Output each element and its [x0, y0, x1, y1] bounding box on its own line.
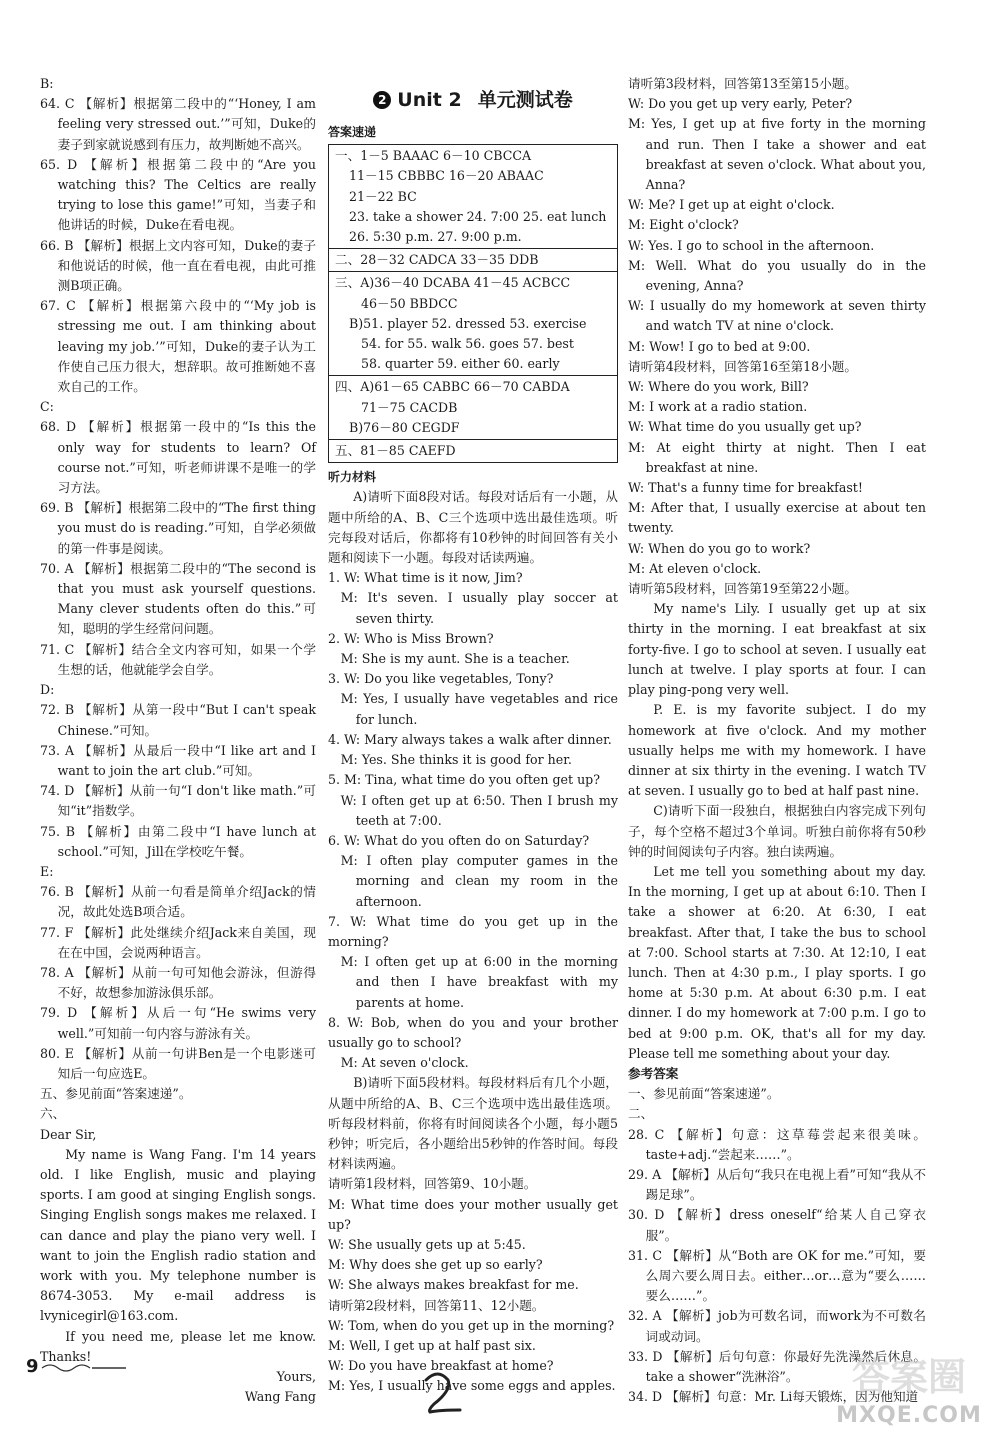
page-number: 9 [26, 1356, 39, 1377]
text-line: 二、 [628, 1106, 654, 1122]
text-line: W: Where do you work, Bill? [628, 379, 809, 395]
text-line: W: Me? I get up at eight o'clock. [628, 197, 835, 213]
text-line: 65. D 【解析】根据第二段中的“Are you watching this? The Celtics are really trying to lose this game!”可知，当妻子和他讲话的时候，Duke在看电视。 [40, 156, 316, 233]
answer-key-line: 58. quarter 59. either 60. early [361, 356, 560, 372]
text-line: W: What time do you usually get up? [628, 419, 862, 435]
answer-key-line: 21－22 BC [349, 188, 417, 204]
text-line: 5. M: Tina, what time do you often get up? [328, 772, 600, 788]
text-line: If you need me, please let me know. Thanks! [40, 1328, 316, 1364]
text-line: W: I often get up at 6:50. Then I brush my teeth at 7:00. [340, 792, 618, 828]
answer-key-line: 二、28－32 CADCA 33－35 DDB [335, 252, 539, 268]
unit-title [328, 80, 618, 120]
left-column [40, 74, 316, 1407]
text-line: 34. D 【解析】句意：Mr. Li每天锻炼，因为他知道 [628, 1389, 919, 1405]
text-line: 70. A 【解析】根据第二段中的“The second is that you must ask yourself questions. Many clever students often do this.”可知，聪明的学生经常问问题。 [40, 560, 316, 637]
answer-key-line: 46－50 BBDCC [361, 295, 458, 311]
text-line: M: What time does your mother usually get up? [328, 1196, 618, 1232]
text-line: 29. A 【解析】从后句“我只在电视上看”可知“我从不踢足球”。 [628, 1166, 926, 1203]
text-line: M: It's seven. I usually play soccer at seven thirty. [340, 590, 618, 626]
text-line: 68. D 【解析】根据第一段中的“Is this the only way for students to learn? Of course not.”可知，听老师讲课不是唯一的学习方法。 [40, 419, 316, 496]
text-line: W: Do you have breakfast at home? [328, 1358, 554, 1374]
answer-key-line: B)51. player 52. dressed 53. exercise [349, 315, 587, 331]
text-line: 一、参见前面“答案速递”。 [628, 1086, 780, 1102]
footer-ornament [40, 1362, 128, 1372]
text-line: D: [40, 682, 55, 698]
text-line: 4. W: Mary always takes a walk after dinner. [328, 731, 612, 747]
text-line: B: [40, 76, 54, 91]
answer-key-table [328, 144, 618, 463]
text-line: 7. W: What time do you get up in the morning? [328, 913, 618, 949]
text-line: B)请听下面5段材料。每段材料后有几个小题，从题中所给的A、B、C三个选项中选出最佳选项。听每段材料前，你将有时间阅读各个小题，每小题5秒钟；听完后，各小题给出5秒钟的作答时间。每段材料读两遍。 [328, 1075, 618, 1172]
text-line: W: That's a funny time for breakfast! [628, 480, 863, 496]
text-line: C)请听下面一段独白，根据独白内容完成下列句子，每个空格不超过3个单词。听独白前你将有50秒钟的时间阅读句子内容。独白读两遍。 [628, 803, 926, 859]
answer-key-row [329, 249, 617, 272]
answer-key-line: 一、1－5 BAAAC 6－10 CBCCA [335, 148, 532, 164]
text-line: 32. A 【解析】job为可数名词，而work为不可数名词或动词。 [628, 1308, 926, 1344]
text-line: M: Well, I get up at half past six. [328, 1337, 536, 1353]
text-line: 69. B 【解析】根据第二段中的“The first thing you must do is reading.”可知，自学必须做的第一件事是阅读。 [40, 500, 316, 556]
text-line: E: [40, 863, 54, 879]
text-line: W: When do you go to work? [628, 540, 811, 556]
text-line: M: Yes, I usually have vegetables and rice for lunch. [340, 691, 618, 727]
text-line: C: [40, 399, 54, 415]
text-line: M: Yes, I get up at five forty in the morning and run. Then I take a shower and eat breakfast at seven o'clock. What about you, Anna? [628, 116, 926, 193]
watermark-logo: 答案圈 [851, 1355, 966, 1399]
text-line: M: Wow! I go to bed at 9:00. [628, 338, 811, 354]
text-line: 78. A 【解析】从前一句可知他会游泳，但游得不好，故想参加游泳俱乐部。 [40, 964, 316, 1001]
watermark [834, 1346, 984, 1428]
text-line: 30. D 【解析】dress oneself“给某人自己穿衣服”。 [628, 1207, 926, 1243]
text-line: M: At seven o'clock. [340, 1055, 469, 1071]
answer-key-line: 11－15 CBBBC 16－20 ABAAC [349, 168, 544, 184]
handwritten-mark [420, 1370, 464, 1416]
text-line: 请听第3段材料，回答第13至第15小题。 [628, 76, 857, 91]
answer-key-line: 五、81－85 CAEFD [335, 443, 456, 459]
listening-heading: 听力材料 [328, 470, 377, 485]
text-line: M: I often play computer games in the morning and clean my room in the afternoon. [340, 853, 618, 909]
text-line: 79. D 【解析】从后一句“He swims very well.”可知前一句内容与游泳有关。 [40, 1005, 316, 1041]
answer-key-row [329, 376, 617, 440]
text-line: 73. A 【解析】从最后一段中“I like art and I want to join the art club.”可知。 [40, 742, 316, 778]
text-line: M: Yes. She thinks it is good for her. [340, 752, 572, 768]
answer-key-row [329, 145, 617, 249]
text-line: 33. D 【解析】后句句意：你最好先洗澡然后休息。take a shower“洗淋浴”。 [628, 1348, 926, 1384]
text-line: M: At eight thirty at night. Then I eat breakfast at nine. [628, 439, 926, 475]
text-line: 80. E 【解析】从前一句讲Ben是一个电影迷可知后一句应选E。 [40, 1045, 316, 1081]
text-line: 请听第1段材料，回答第9、10小题。 [328, 1176, 537, 1192]
text-line: M: She is my aunt. She is a teacher. [340, 651, 570, 667]
text-line: Yours, [276, 1369, 316, 1384]
text-line: W: Do you get up very early, Peter? [628, 96, 853, 112]
text-line: 66. B 【解析】根据上文内容可知，Duke的妻子和他说话的时候，他一直在看电视，由此可推测B项正确。 [40, 237, 316, 294]
text-line: 五、参见前面“答案速递”。 [40, 1086, 192, 1102]
unit-number-badge: 2 [373, 91, 391, 109]
text-line: P. E. is my favorite subject. I do my homework at five o'clock. And my mother usually helps me with my homework. I have dinner at six thirty in the evening. I watch TV at seven. I usually go to bed at half past nine. [628, 702, 926, 799]
unit-name: Unit 2 [397, 88, 462, 111]
text-line: M: Why does she get up so early? [328, 1257, 543, 1273]
text-line: Let me tell you something about my day. In the morning, I get up at about 6:10. Then I take a shower at 6:20. At 6:30, I eat breakfast. After that, I take the bus to school at 7:00. School starts at 7:30. At 12:10, I eat lunch. Then at 4:30 p.m., I play sports. I go home at 5:30 p.m. At about 6:30 p.m. I eat dinner. I do my homework at 7:00 p.m. I go to bed at 9:00 p.m. OK, that's all for my day. Please tell me something about your day. [628, 863, 926, 1061]
answer-key-line: 26. 5:30 p.m. 27. 9:00 p.m. [349, 229, 522, 245]
text-line: My name is Wang Fang. I'm 14 years old. I like English, music and playing sports. I am good at singing English songs. Singing English songs makes me relaxed. I can dance and play the piano very well. I want to join the English radio station and work with you. My telephone number is 8674-3053. My e-mail address is lvynicegirl@163.com. [40, 1146, 316, 1324]
text-line: My name's Lily. I usually get up at six thirty in the morning. I eat breakfast at six forty-five. I go to school at seven. I usually eat lunch at twelve. I play sports at four. I can play ping-pong very well. [628, 601, 926, 698]
answers-heading: 答案速递 [328, 125, 377, 139]
answer-key-row [329, 272, 617, 376]
unit-subtitle: 单元测试卷 [477, 88, 573, 111]
text-line: Wang Fang [244, 1389, 316, 1405]
text-line: 3. W: Do you like vegetables, Tony? [328, 671, 554, 687]
text-line: 28. C 【解析】句意：这草莓尝起来很美味。taste+adj.“尝起来……”。 [628, 1126, 926, 1162]
text-line: 31. C 【解析】从“Both are OK for me.”可知，要么周六要么周日去。either…or…意为“要么……要么……”。 [628, 1247, 926, 1304]
middle-column [328, 74, 618, 1397]
answer-key-line: 三、A)36－40 DCABA 41－45 ACBCC [335, 275, 571, 291]
text-line: Dear Sir, [40, 1126, 97, 1142]
text-line: A)请听下面8段对话。每段对话后有一小题，从题中所给的A、B、C三个选项中选出最佳选项。听完每段对话后，你都将有10秒钟的时间回答有关小题和阅读下一小题。每段对话读两遍。 [328, 489, 618, 566]
text-line: 71. C 【解析】结合全文内容可知，如果一个学生想的话，他就能学会自学。 [40, 641, 316, 677]
answer-key-line: B)76－80 CEGDF [349, 419, 460, 435]
answer-key-line: 四、A)61－65 CABBC 66－70 CABDA [335, 379, 570, 395]
answer-key-line: 54. for 55. walk 56. goes 57. best [361, 336, 574, 352]
text-line: 75. B 【解析】由第二段中“I have lunch at school.”可知，Jill在学校吃午餐。 [40, 823, 316, 859]
text-line: 请听第5段材料，回答第19至第22小题。 [628, 581, 857, 597]
text-line: 六、 [40, 1106, 66, 1122]
text-line: W: I usually do my homework at seven thirty and watch TV at nine o'clock. [628, 298, 926, 334]
text-line: M: Eight o'clock? [628, 217, 739, 233]
text-line: W: Tom, when do you get up in the morning? [328, 1317, 615, 1333]
text-line: 6. W: What do you often do on Saturday? [328, 832, 590, 848]
text-line: 67. C 【解析】根据第六段中的“‘My job is stressing me out. I am thinking about leaving my job.’”可知，Duke的妻子认为工作使自己压力很大，想辞职。故可推断她不喜欢自己的工作。 [40, 298, 316, 395]
text-line: M: Well. What do you usually do in the evening, Anna? [628, 257, 926, 294]
text-line: W: She usually gets up at 5:45. [328, 1236, 526, 1252]
text-line: M: I work at a radio station. [628, 399, 808, 415]
text-line: 76. B 【解析】从前一句看是简单介绍Jack的情况，故此处选B项合适。 [40, 884, 316, 920]
text-line: W: She always makes breakfast for me. [328, 1277, 579, 1293]
text-line: 74. D 【解析】从前一句“I don't like math.”可知“it”指数学。 [40, 783, 316, 819]
text-line: W: Yes. I go to school in the afternoon. [628, 237, 875, 253]
text-line: M: At eleven o'clock. [628, 560, 762, 576]
answer-key-row [329, 440, 617, 462]
text-line: 请听第2段材料，回答第11、12小题。 [328, 1297, 545, 1313]
text-line: 请听第4段材料，回答第16至第18小题。 [628, 358, 857, 374]
text-line: 8. W: Bob, when do you and your brother usually go to school? [328, 1014, 618, 1050]
text-line: M: After that, I usually exercise at about ten twenty. [628, 500, 926, 536]
answer-key-line: 23. take a shower 24. 7:00 25. eat lunch [349, 208, 607, 224]
right-column [628, 74, 926, 1407]
text-line: 64. C 【解析】根据第二段中的“‘Honey, I am feeling very stressed out.’”可知，Duke的妻子到家就说感到有压力，故判断她不高兴。 [40, 96, 316, 152]
text-line: 77. F 【解析】此处继续介绍Jack来自美国，现在在中国，会说两种语言。 [40, 924, 316, 960]
watermark-domain: MXQE.COM [836, 1403, 982, 1428]
text-line: 参考答案 [628, 1065, 679, 1081]
listening-material [328, 487, 618, 1396]
text-line: 2. W: Who is Miss Brown? [328, 630, 494, 646]
text-line: 1. W: What time is it now, Jim? [328, 570, 523, 586]
text-line: M: I often get up at 6:00 in the morning and then I have breakfast with my parents at home. [340, 954, 618, 1010]
text-line: 72. B 【解析】从第一段中“But I can't speak Chinese.”可知。 [40, 702, 316, 738]
answer-key-line: 71－75 CACDB [361, 399, 458, 415]
text-line: M: Yes, I usually have some eggs and apples. [328, 1378, 616, 1394]
